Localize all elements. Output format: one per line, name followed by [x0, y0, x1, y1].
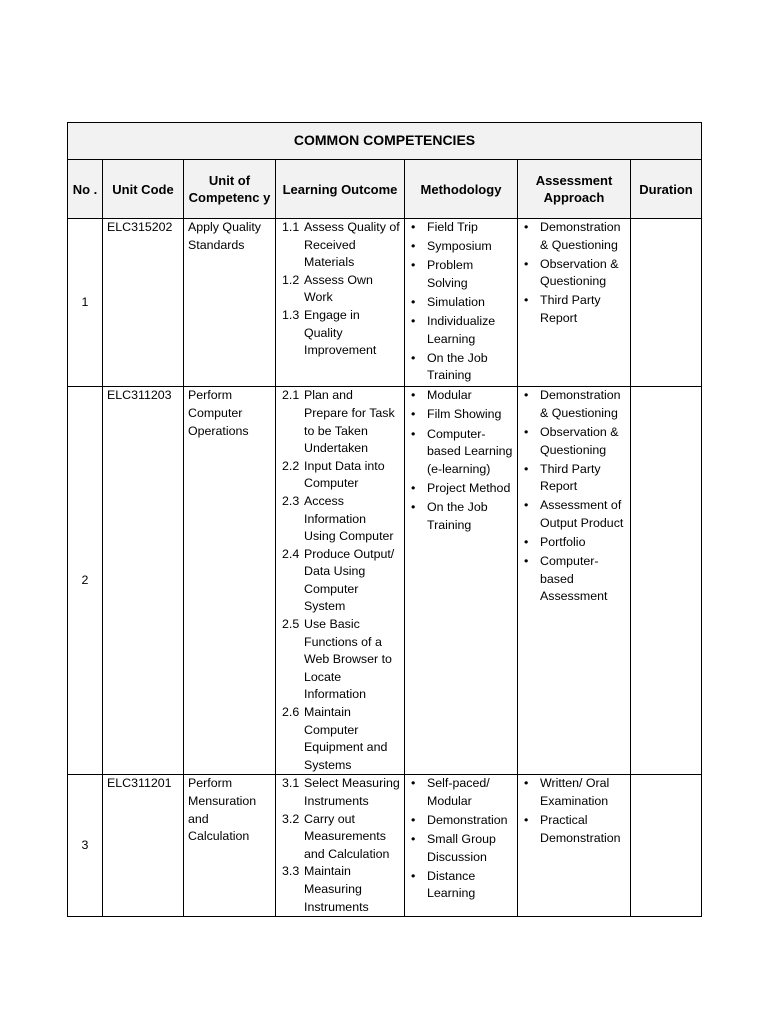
assessment-item-text: Demonstration & Questioning	[540, 388, 621, 420]
assessment-item	[522, 256, 626, 291]
outcome-text: Use Basic Functions of a Web Browser to Locate Information	[304, 617, 392, 702]
unit-of-competency: Apply Quality Standards	[184, 219, 276, 387]
header-duration: Duration	[631, 160, 702, 219]
methodology-cell	[405, 775, 518, 917]
outcome-number: 2.1	[282, 388, 300, 403]
bullet-icon: •	[524, 461, 529, 476]
assessment-cell	[518, 219, 631, 387]
bullet-icon: •	[524, 425, 529, 440]
competencies-table	[67, 122, 702, 917]
learning-outcome-list	[282, 387, 400, 774]
learning-outcome-item	[282, 493, 400, 546]
methodology-item	[409, 775, 513, 810]
outcome-text: Access Information Using Computer	[304, 493, 394, 544]
methodology-item	[409, 350, 513, 385]
assessment-item-list	[522, 387, 626, 606]
outcome-number: 3.1	[282, 776, 300, 791]
outcome-text: Input Data into Computer	[304, 458, 385, 491]
bullet-icon: •	[411, 499, 416, 514]
header-methodology: Methodology	[405, 160, 518, 219]
assessment-item-text: Demonstration & Questioning	[540, 220, 621, 252]
duration-cell	[631, 775, 702, 917]
bullet-icon: •	[411, 239, 416, 254]
learning-outcome-item	[282, 272, 400, 307]
learning-outcome-item	[282, 307, 400, 360]
header-unit-of-competency: Unit of Competenc y	[184, 160, 276, 219]
methodology-item-text: Modular	[427, 388, 472, 403]
outcome-text: Maintain Computer Equipment and Systems	[304, 705, 388, 772]
bullet-icon: •	[411, 294, 416, 309]
bullet-icon: •	[411, 480, 416, 495]
bullet-icon: •	[524, 498, 529, 513]
duration-cell	[631, 387, 702, 775]
table-body	[68, 219, 702, 917]
unit-code: ELC311201	[103, 775, 184, 917]
methodology-item-text: Project Method	[427, 480, 511, 495]
unit-code: ELC311203	[103, 387, 184, 775]
assessment-item	[522, 461, 626, 496]
unit-of-competency: Perform Computer Operations	[184, 387, 276, 775]
assessment-item	[522, 292, 626, 327]
assessment-item-text: Computer-based Assessment	[540, 554, 608, 604]
bullet-icon: •	[411, 426, 416, 441]
bullet-icon: •	[411, 868, 416, 883]
assessment-item-text: Third Party Report	[540, 293, 601, 325]
learning-outcome-item	[282, 704, 400, 774]
outcome-number: 2.2	[282, 458, 300, 473]
methodology-item-text: Individualize Learning	[427, 313, 496, 346]
outcome-number: 2.5	[282, 617, 300, 632]
header-learning-outcome: Learning Outcome	[276, 160, 405, 219]
methodology-item	[409, 480, 513, 498]
bullet-icon: •	[411, 350, 416, 365]
outcome-number: 1.3	[282, 307, 300, 322]
outcome-number: 1.1	[282, 220, 300, 234]
methodology-item-list	[409, 387, 513, 534]
outcome-text: Assess Quality of Received Materials	[304, 220, 400, 270]
table-row	[68, 219, 702, 387]
duration-cell	[631, 219, 702, 387]
unit-of-competency: Perform Mensuration and Calculation	[184, 775, 276, 917]
table-row	[68, 387, 702, 775]
methodology-item	[409, 313, 513, 348]
table-title: COMMON COMPETENCIES	[68, 123, 702, 160]
row-number: 2	[68, 387, 103, 775]
learning-outcome-list	[282, 219, 400, 360]
assessment-item-text: Observation & Questioning	[540, 256, 619, 289]
outcome-text: Maintain Measuring Instruments	[304, 864, 369, 914]
bullet-icon: •	[411, 407, 416, 422]
table-row	[68, 775, 702, 917]
methodology-item-text: On the Job Training	[427, 499, 488, 532]
learning-outcome-list	[282, 775, 400, 916]
row-number: 3	[68, 775, 103, 917]
methodology-item-text: Film Showing	[427, 407, 502, 422]
outcome-number: 2.3	[282, 493, 300, 508]
methodology-item-list	[409, 219, 513, 385]
bullet-icon: •	[524, 293, 529, 308]
assessment-item	[522, 534, 626, 552]
learning-outcome-item	[282, 616, 400, 704]
header-row	[68, 160, 702, 219]
outcome-number: 1.2	[282, 272, 300, 287]
methodology-item	[409, 426, 513, 479]
header-assessment-approach: Assessment Approach	[518, 160, 631, 219]
methodology-item	[409, 812, 513, 830]
outcome-text: Carry out Measurements and Calculation	[304, 811, 390, 861]
bullet-icon: •	[411, 388, 416, 403]
methodology-item-text: Field Trip	[427, 220, 478, 234]
learning-outcome-cell	[276, 387, 405, 775]
methodology-item-text: Computer-based Learning (e-learning)	[427, 426, 513, 476]
methodology-item	[409, 499, 513, 534]
methodology-item-text: Distance Learning	[427, 868, 476, 901]
methodology-item-text: Symposium	[427, 239, 492, 254]
learning-outcome-item	[282, 811, 400, 864]
outcome-text: Select Measuring Instruments	[304, 776, 400, 808]
learning-outcome-item	[282, 387, 400, 457]
methodology-item	[409, 868, 513, 903]
bullet-icon: •	[524, 220, 529, 234]
assessment-item	[522, 424, 626, 459]
bullet-icon: •	[411, 220, 416, 234]
bullet-icon: •	[524, 554, 529, 569]
row-number: 1	[68, 219, 103, 387]
document-page	[67, 122, 702, 917]
bullet-icon: •	[524, 388, 529, 403]
methodology-item-text: On the Job Training	[427, 350, 488, 383]
outcome-text: Assess Own Work	[304, 272, 373, 305]
outcome-number: 2.4	[282, 546, 300, 561]
assessment-item-list	[522, 219, 626, 328]
header-unit-code: Unit Code	[103, 160, 184, 219]
outcome-text: Engage in Quality Improvement	[304, 307, 377, 358]
bullet-icon: •	[524, 256, 529, 271]
bullet-icon: •	[411, 258, 416, 273]
methodology-cell	[405, 387, 518, 775]
learning-outcome-item	[282, 775, 400, 810]
methodology-cell	[405, 219, 518, 387]
bullet-icon: •	[524, 776, 529, 791]
assessment-item-text: Third Party Report	[540, 461, 601, 494]
bullet-icon: •	[411, 832, 416, 847]
header-no: No .	[68, 160, 103, 219]
assessment-cell	[518, 775, 631, 917]
methodology-item-text: Problem Solving	[427, 258, 474, 290]
assessment-item-text: Assessment of Output Product	[540, 498, 624, 530]
methodology-item-text: Small Group Discussion	[427, 832, 496, 864]
outcome-number: 2.6	[282, 705, 300, 720]
methodology-item	[409, 406, 513, 424]
methodology-item-text: Self-paced/ Modular	[427, 776, 490, 808]
learning-outcome-cell	[276, 775, 405, 917]
methodology-item-list	[409, 775, 513, 903]
assessment-item-list	[522, 775, 626, 847]
bullet-icon: •	[411, 813, 416, 828]
learning-outcome-item	[282, 863, 400, 916]
outcome-number: 3.2	[282, 811, 300, 826]
assessment-item	[522, 553, 626, 606]
methodology-item	[409, 257, 513, 292]
assessment-item	[522, 775, 626, 810]
bullet-icon: •	[524, 813, 529, 828]
assessment-item-text: Practical Demonstration	[540, 813, 621, 845]
outcome-text: Produce Output/ Data Using Computer System	[304, 546, 395, 614]
assessment-item	[522, 219, 626, 254]
bullet-icon: •	[524, 535, 529, 550]
assessment-item-text: Portfolio	[540, 535, 586, 550]
assessment-item	[522, 497, 626, 532]
methodology-item	[409, 238, 513, 256]
outcome-number: 3.3	[282, 864, 300, 879]
assessment-item	[522, 812, 626, 847]
unit-code: ELC315202	[103, 219, 184, 387]
table-title-row	[68, 123, 702, 160]
learning-outcome-item	[282, 546, 400, 616]
learning-outcome-item	[282, 219, 400, 272]
methodology-item	[409, 831, 513, 866]
methodology-item	[409, 387, 513, 405]
bullet-icon: •	[411, 313, 416, 328]
methodology-item-text: Demonstration	[427, 813, 508, 828]
methodology-item-text: Simulation	[427, 294, 485, 309]
learning-outcome-item	[282, 458, 400, 493]
assessment-item-text: Observation & Questioning	[540, 425, 619, 457]
assessment-item	[522, 387, 626, 422]
bullet-icon: •	[411, 776, 416, 791]
methodology-item	[409, 294, 513, 312]
learning-outcome-cell	[276, 219, 405, 387]
assessment-cell	[518, 387, 631, 775]
outcome-text: Plan and Prepare for Task to be Taken Undertaken	[304, 388, 395, 456]
assessment-item-text: Written/ Oral Examination	[540, 776, 610, 808]
methodology-item	[409, 219, 513, 237]
